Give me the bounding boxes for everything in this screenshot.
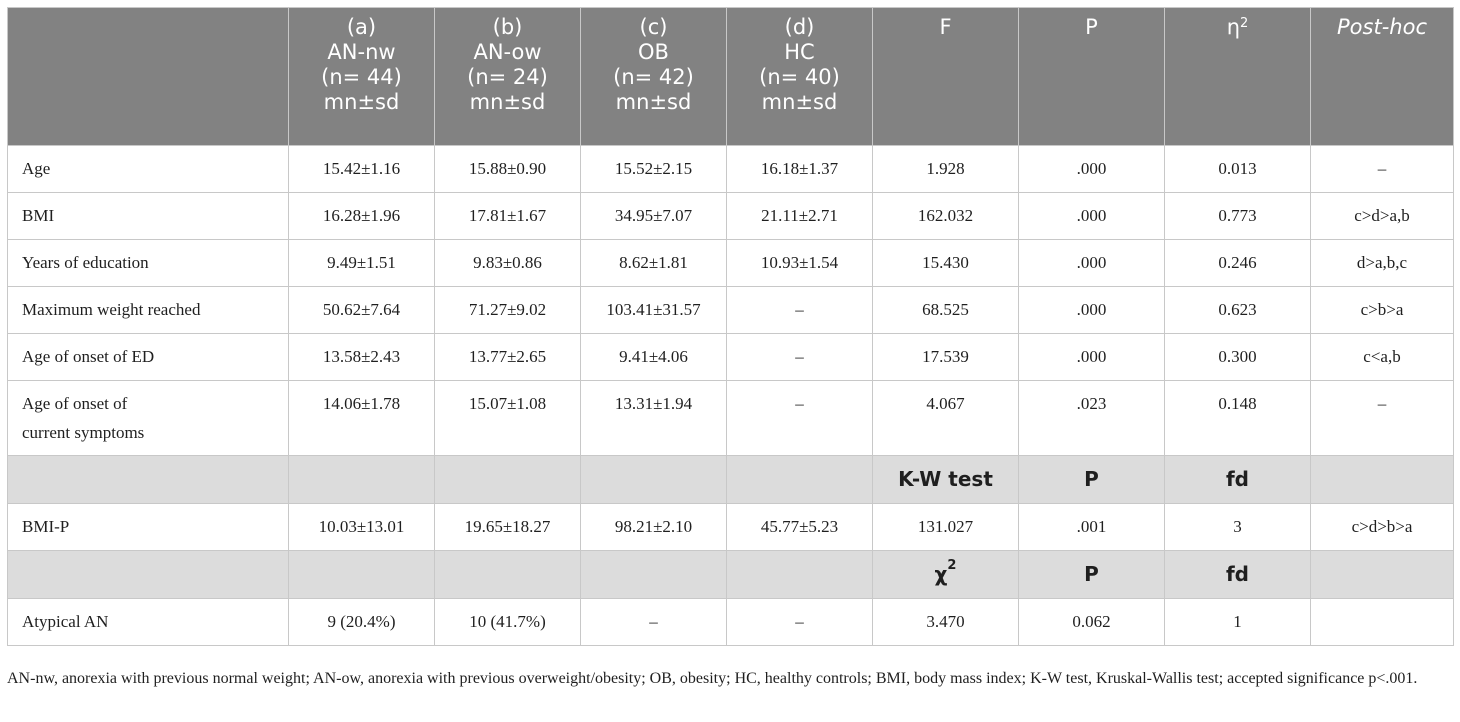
group-a-name: AN-nw (327, 40, 396, 64)
table-row (8, 287, 1454, 334)
cell-d: 21.11±2.71 (727, 193, 873, 240)
cell-df: 1 (1165, 599, 1311, 646)
cell-d: – (727, 599, 873, 646)
chi-symbol: χ (934, 562, 948, 586)
group-c-name: OB (638, 40, 669, 64)
cell-posthoc (1311, 599, 1454, 646)
cell-f: 4.067 (873, 381, 1019, 456)
cell-f: 17.539 (873, 334, 1019, 381)
row-label: Maximum weight reached (8, 287, 289, 334)
row-label-line2: current symptoms (22, 423, 145, 442)
cell-b: 19.65±18.27 (435, 504, 581, 551)
cell-c: 8.62±1.81 (581, 240, 727, 287)
cell-p: .000 (1019, 146, 1165, 193)
group-c-n: (n= 42) (613, 65, 694, 89)
cell-eta: 0.148 (1165, 381, 1311, 456)
group-a-stat: mn±sd (323, 90, 400, 114)
group-d-tag: (d) (784, 15, 815, 39)
table-row (8, 381, 1454, 456)
kw-subheader-row (8, 456, 1454, 504)
row-label: Years of education (8, 240, 289, 287)
header-group-b (435, 8, 581, 146)
group-d-stat: mn±sd (761, 90, 838, 114)
header-eta (1165, 8, 1311, 146)
kw-p-header: P (1019, 456, 1165, 504)
chi-p-header: P (1019, 551, 1165, 599)
cell-a: 16.28±1.96 (289, 193, 435, 240)
chi-superscript: 2 (947, 558, 957, 573)
header-group-d (727, 8, 873, 146)
cell-eta: 0.623 (1165, 287, 1311, 334)
cell-c: – (581, 599, 727, 646)
cell-eta: 0.300 (1165, 334, 1311, 381)
cell-df: 3 (1165, 504, 1311, 551)
eta-superscript: 2 (1240, 16, 1249, 31)
row-label: Age (8, 146, 289, 193)
table-row (8, 240, 1454, 287)
cell-a: 14.06±1.78 (289, 381, 435, 456)
group-c-stat: mn±sd (615, 90, 692, 114)
cell-p: .000 (1019, 193, 1165, 240)
cell-c: 34.95±7.07 (581, 193, 727, 240)
cell-p: .000 (1019, 334, 1165, 381)
cell-posthoc: c>d>b>a (1311, 504, 1454, 551)
row-label-line1: Age of onset of (22, 394, 128, 413)
cell-stat: 3.470 (873, 599, 1019, 646)
group-d-n: (n= 40) (759, 65, 840, 89)
cell-d: 10.93±1.54 (727, 240, 873, 287)
header-posthoc: Post-hoc (1311, 8, 1454, 146)
cell-posthoc: c>d>a,b (1311, 193, 1454, 240)
header-row (8, 8, 1454, 146)
kw-df-header: fd (1165, 456, 1311, 504)
cell-f: 1.928 (873, 146, 1019, 193)
chi-subheader-row (8, 551, 1454, 599)
row-label: Atypical AN (8, 599, 289, 646)
group-b-stat: mn±sd (469, 90, 546, 114)
cell-b: 13.77±2.65 (435, 334, 581, 381)
cell-d: – (727, 334, 873, 381)
cell-posthoc: – (1311, 146, 1454, 193)
cell-p: 0.062 (1019, 599, 1165, 646)
header-group-a (289, 8, 435, 146)
kw-test-header: K-W test (873, 456, 1019, 504)
cell-f: 15.430 (873, 240, 1019, 287)
cell-p: .000 (1019, 240, 1165, 287)
cell-eta: 0.246 (1165, 240, 1311, 287)
cell-a: 50.62±7.64 (289, 287, 435, 334)
row-label: BMI (8, 193, 289, 240)
chi-test-header (873, 551, 1019, 599)
table-row (8, 193, 1454, 240)
cell-eta: 0.013 (1165, 146, 1311, 193)
cell-p: .001 (1019, 504, 1165, 551)
cell-p: .023 (1019, 381, 1165, 456)
cell-b: 10 (41.7%) (435, 599, 581, 646)
group-a-tag: (a) (346, 15, 377, 39)
group-d-name: HC (784, 40, 815, 64)
cell-b: 17.81±1.67 (435, 193, 581, 240)
row-label: Age of onset of ED (8, 334, 289, 381)
cell-a: 9 (20.4%) (289, 599, 435, 646)
cell-a: 10.03±13.01 (289, 504, 435, 551)
cell-stat: 131.027 (873, 504, 1019, 551)
header-p: P (1019, 8, 1165, 146)
cell-posthoc: c>b>a (1311, 287, 1454, 334)
cell-p: .000 (1019, 287, 1165, 334)
cell-a: 15.42±1.16 (289, 146, 435, 193)
cell-d: 45.77±5.23 (727, 504, 873, 551)
cell-b: 15.88±0.90 (435, 146, 581, 193)
row-label (8, 381, 289, 456)
cell-posthoc: – (1311, 381, 1454, 456)
group-a-n: (n= 44) (321, 65, 402, 89)
cell-b: 9.83±0.86 (435, 240, 581, 287)
cell-f: 68.525 (873, 287, 1019, 334)
group-b-tag: (b) (492, 15, 523, 39)
group-c-tag: (c) (639, 15, 668, 39)
cell-c: 15.52±2.15 (581, 146, 727, 193)
cell-eta: 0.773 (1165, 193, 1311, 240)
cell-b: 71.27±9.02 (435, 287, 581, 334)
row-label: BMI-P (8, 504, 289, 551)
table-row (8, 599, 1454, 646)
group-b-n: (n= 24) (467, 65, 548, 89)
table-row (8, 146, 1454, 193)
header-row-label (8, 8, 289, 146)
header-group-c (581, 8, 727, 146)
cell-posthoc: c<a,b (1311, 334, 1454, 381)
cell-d: – (727, 287, 873, 334)
cell-c: 9.41±4.06 (581, 334, 727, 381)
cell-d: 16.18±1.37 (727, 146, 873, 193)
results-table (7, 7, 1454, 646)
cell-c: 98.21±2.10 (581, 504, 727, 551)
cell-b: 15.07±1.08 (435, 381, 581, 456)
table-footnote: AN-nw, anorexia with previous normal weight; AN-ow, anorexia with previous overweight/obesity; OB, obesity; HC, healthy controls; BMI, body mass index; K-W test, Kruskal-Wallis test; accepted significance p<.001. (7, 670, 1418, 687)
cell-a: 9.49±1.51 (289, 240, 435, 287)
header-f: F (873, 8, 1019, 146)
cell-d: – (727, 381, 873, 456)
table-row (8, 504, 1454, 551)
chi-df-header: fd (1165, 551, 1311, 599)
group-b-name: AN-ow (473, 40, 542, 64)
cell-f: 162.032 (873, 193, 1019, 240)
cell-c: 13.31±1.94 (581, 381, 727, 456)
table-row (8, 334, 1454, 381)
cell-posthoc: d>a,b,c (1311, 240, 1454, 287)
eta-symbol: η (1226, 15, 1241, 39)
cell-c: 103.41±31.57 (581, 287, 727, 334)
cell-a: 13.58±2.43 (289, 334, 435, 381)
